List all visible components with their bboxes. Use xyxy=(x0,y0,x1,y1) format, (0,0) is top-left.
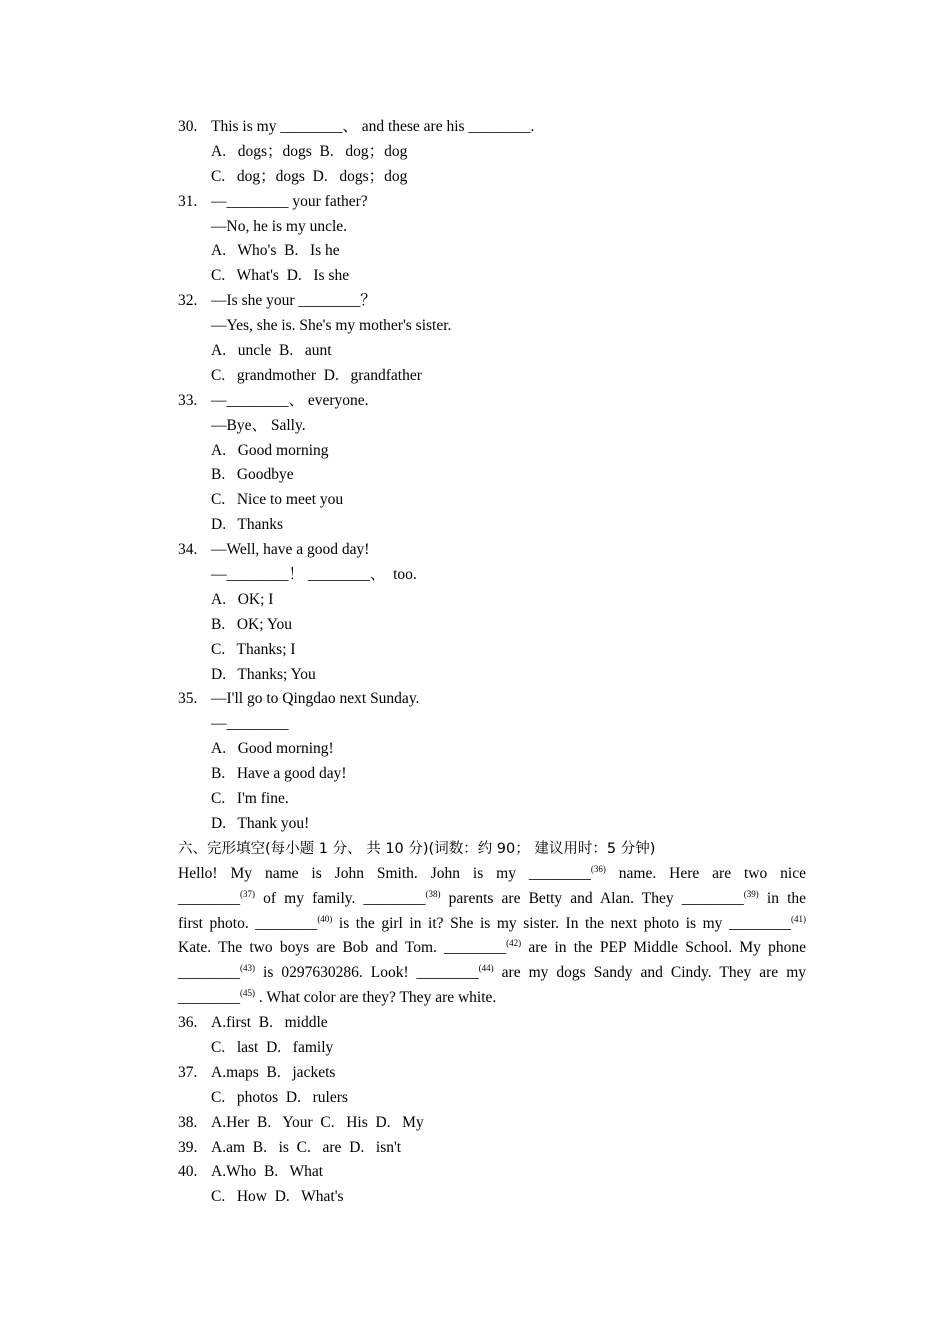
question-text xyxy=(178,687,806,712)
answer-options xyxy=(178,439,806,464)
passage-line: ________$^{(37)}$ of my family. ________$^{(38)}$ parents are Betty and Alan. They ________$^{(39)}$ in the xyxy=(178,888,807,907)
section-heading: 六、完形填空(每小题 1 分、 共 10 分)(词数：约 90； 建议用时：5 分钟) xyxy=(178,840,656,857)
option-text: A.am B. is C. are D. isn't xyxy=(211,1138,402,1156)
question-line: —Yes, she is. She's my mother's sister. xyxy=(211,317,452,335)
cloze-questions-section xyxy=(178,1011,806,1210)
question-line: —________ your father? xyxy=(211,192,368,210)
answer-options xyxy=(178,762,806,787)
answer-options xyxy=(178,1036,806,1061)
question-text xyxy=(178,190,806,215)
option-text: C. I'm fine. xyxy=(211,790,289,808)
option-text: A.Her B. Your C. His D. My xyxy=(211,1113,424,1131)
question-text xyxy=(178,538,806,563)
answer-options xyxy=(178,463,806,488)
question-number: 35. xyxy=(178,690,198,708)
option-text: C. How D. What's xyxy=(211,1188,344,1206)
passage-line: first photo. ________$^{(40)}$ is the girl in it? She is my sister. In the next photo is my ________$^{(41)}$ xyxy=(178,913,806,932)
option-text: B. Goodbye xyxy=(211,466,294,484)
question-text xyxy=(178,563,806,588)
answer-options xyxy=(178,588,806,613)
question-line: This is my ________、 and these are his ________. xyxy=(211,118,535,135)
question-number: 31. xyxy=(178,192,198,210)
passage-line: ________$^{(43)}$ is 0297630286. Look! ________$^{(44)}$ are my dogs Sandy and Cindy. They are my xyxy=(178,963,806,982)
answer-options xyxy=(178,737,806,762)
question-number: 30. xyxy=(178,118,198,135)
answer-options xyxy=(178,513,806,538)
question-number: 34. xyxy=(178,541,198,559)
question-number: 40. xyxy=(178,1163,198,1181)
answer-options xyxy=(178,1160,806,1185)
passage-line: Hello! My name is John Smith. John is my ________$^{(36)}$ name. Here are two nice xyxy=(178,863,806,882)
answer-options xyxy=(178,1136,806,1161)
question-line: —Well, have a good day! xyxy=(211,541,370,559)
question-number: 39. xyxy=(178,1138,198,1156)
option-text: C. grandmother D. grandfather xyxy=(211,366,422,384)
question-number: 38. xyxy=(178,1113,198,1131)
answer-options xyxy=(178,264,806,289)
option-text: C. What's D. Is she xyxy=(211,267,350,285)
question-text xyxy=(178,712,806,737)
answer-options xyxy=(178,239,806,264)
option-text: B. Have a good day! xyxy=(211,765,347,783)
question-text xyxy=(178,215,806,240)
multiple-choice-section xyxy=(178,115,806,837)
question-text xyxy=(178,314,806,339)
option-text: B. OK; You xyxy=(211,615,292,633)
answer-options xyxy=(178,488,806,513)
option-text: C. Thanks; I xyxy=(211,640,296,658)
answer-options xyxy=(178,1061,806,1086)
question-line: —________！ ________、 too. xyxy=(211,566,417,584)
question-number: 37. xyxy=(178,1063,198,1081)
answer-options xyxy=(178,638,806,663)
answer-options xyxy=(178,663,806,688)
answer-options xyxy=(178,140,806,165)
question-text xyxy=(178,414,806,439)
answer-options xyxy=(178,1111,806,1136)
option-text: D. Thanks; You xyxy=(211,665,316,683)
option-text: A.Who B. What xyxy=(211,1163,324,1181)
answer-options xyxy=(178,812,806,837)
answer-options xyxy=(178,339,806,364)
option-text: D. Thanks xyxy=(211,516,284,534)
cloze-passage xyxy=(178,862,806,1011)
worksheet-page xyxy=(178,115,806,1210)
question-line: —________、 everyone. xyxy=(211,391,369,409)
option-text: A.first B. middle xyxy=(211,1014,328,1032)
question-text xyxy=(178,289,806,314)
question-number: 32. xyxy=(178,292,198,310)
option-text: A. uncle B. aunt xyxy=(211,342,332,360)
answer-options xyxy=(178,1086,806,1111)
option-text: C. photos D. rulers xyxy=(211,1088,348,1106)
question-line: —________ xyxy=(211,715,289,733)
answer-options xyxy=(178,613,806,638)
question-line: —Bye、 Sally. xyxy=(211,416,306,434)
question-line: —No, he is my uncle. xyxy=(211,217,348,235)
question-number: 36. xyxy=(178,1014,198,1032)
option-text: A. OK; I xyxy=(211,590,274,608)
passage-line: Kate. The two boys are Bob and Tom. ________$^{(42)}$ are in the PEP Middle School. My phone xyxy=(178,938,806,957)
answer-options xyxy=(178,787,806,812)
answer-options xyxy=(178,1011,806,1036)
question-line: —Is she your ________？ xyxy=(211,292,376,310)
option-text: A.maps B. jackets xyxy=(211,1063,336,1081)
answer-options xyxy=(178,364,806,389)
question-number: 33. xyxy=(178,391,198,409)
question-line: —I'll go to Qingdao next Sunday. xyxy=(211,690,420,708)
option-text: A. dogs；dogs B. dog；dog xyxy=(211,142,408,160)
option-text: A. Good morning! xyxy=(211,740,334,758)
option-text: A. Good morning xyxy=(211,441,329,459)
option-text: A. Who's B. Is he xyxy=(211,242,340,260)
option-text: C. last D. family xyxy=(211,1038,334,1056)
option-text: C. dog；dogs D. dogs；dog xyxy=(211,167,408,185)
passage-line: ________$^{(45)}$ . What color are they? They are white. xyxy=(178,988,497,1007)
option-text: C. Nice to meet you xyxy=(211,491,344,509)
answer-options xyxy=(178,165,806,190)
question-text xyxy=(178,389,806,414)
answer-options xyxy=(178,1185,806,1210)
question-text xyxy=(178,115,806,140)
option-text: D. Thank you! xyxy=(211,814,310,832)
